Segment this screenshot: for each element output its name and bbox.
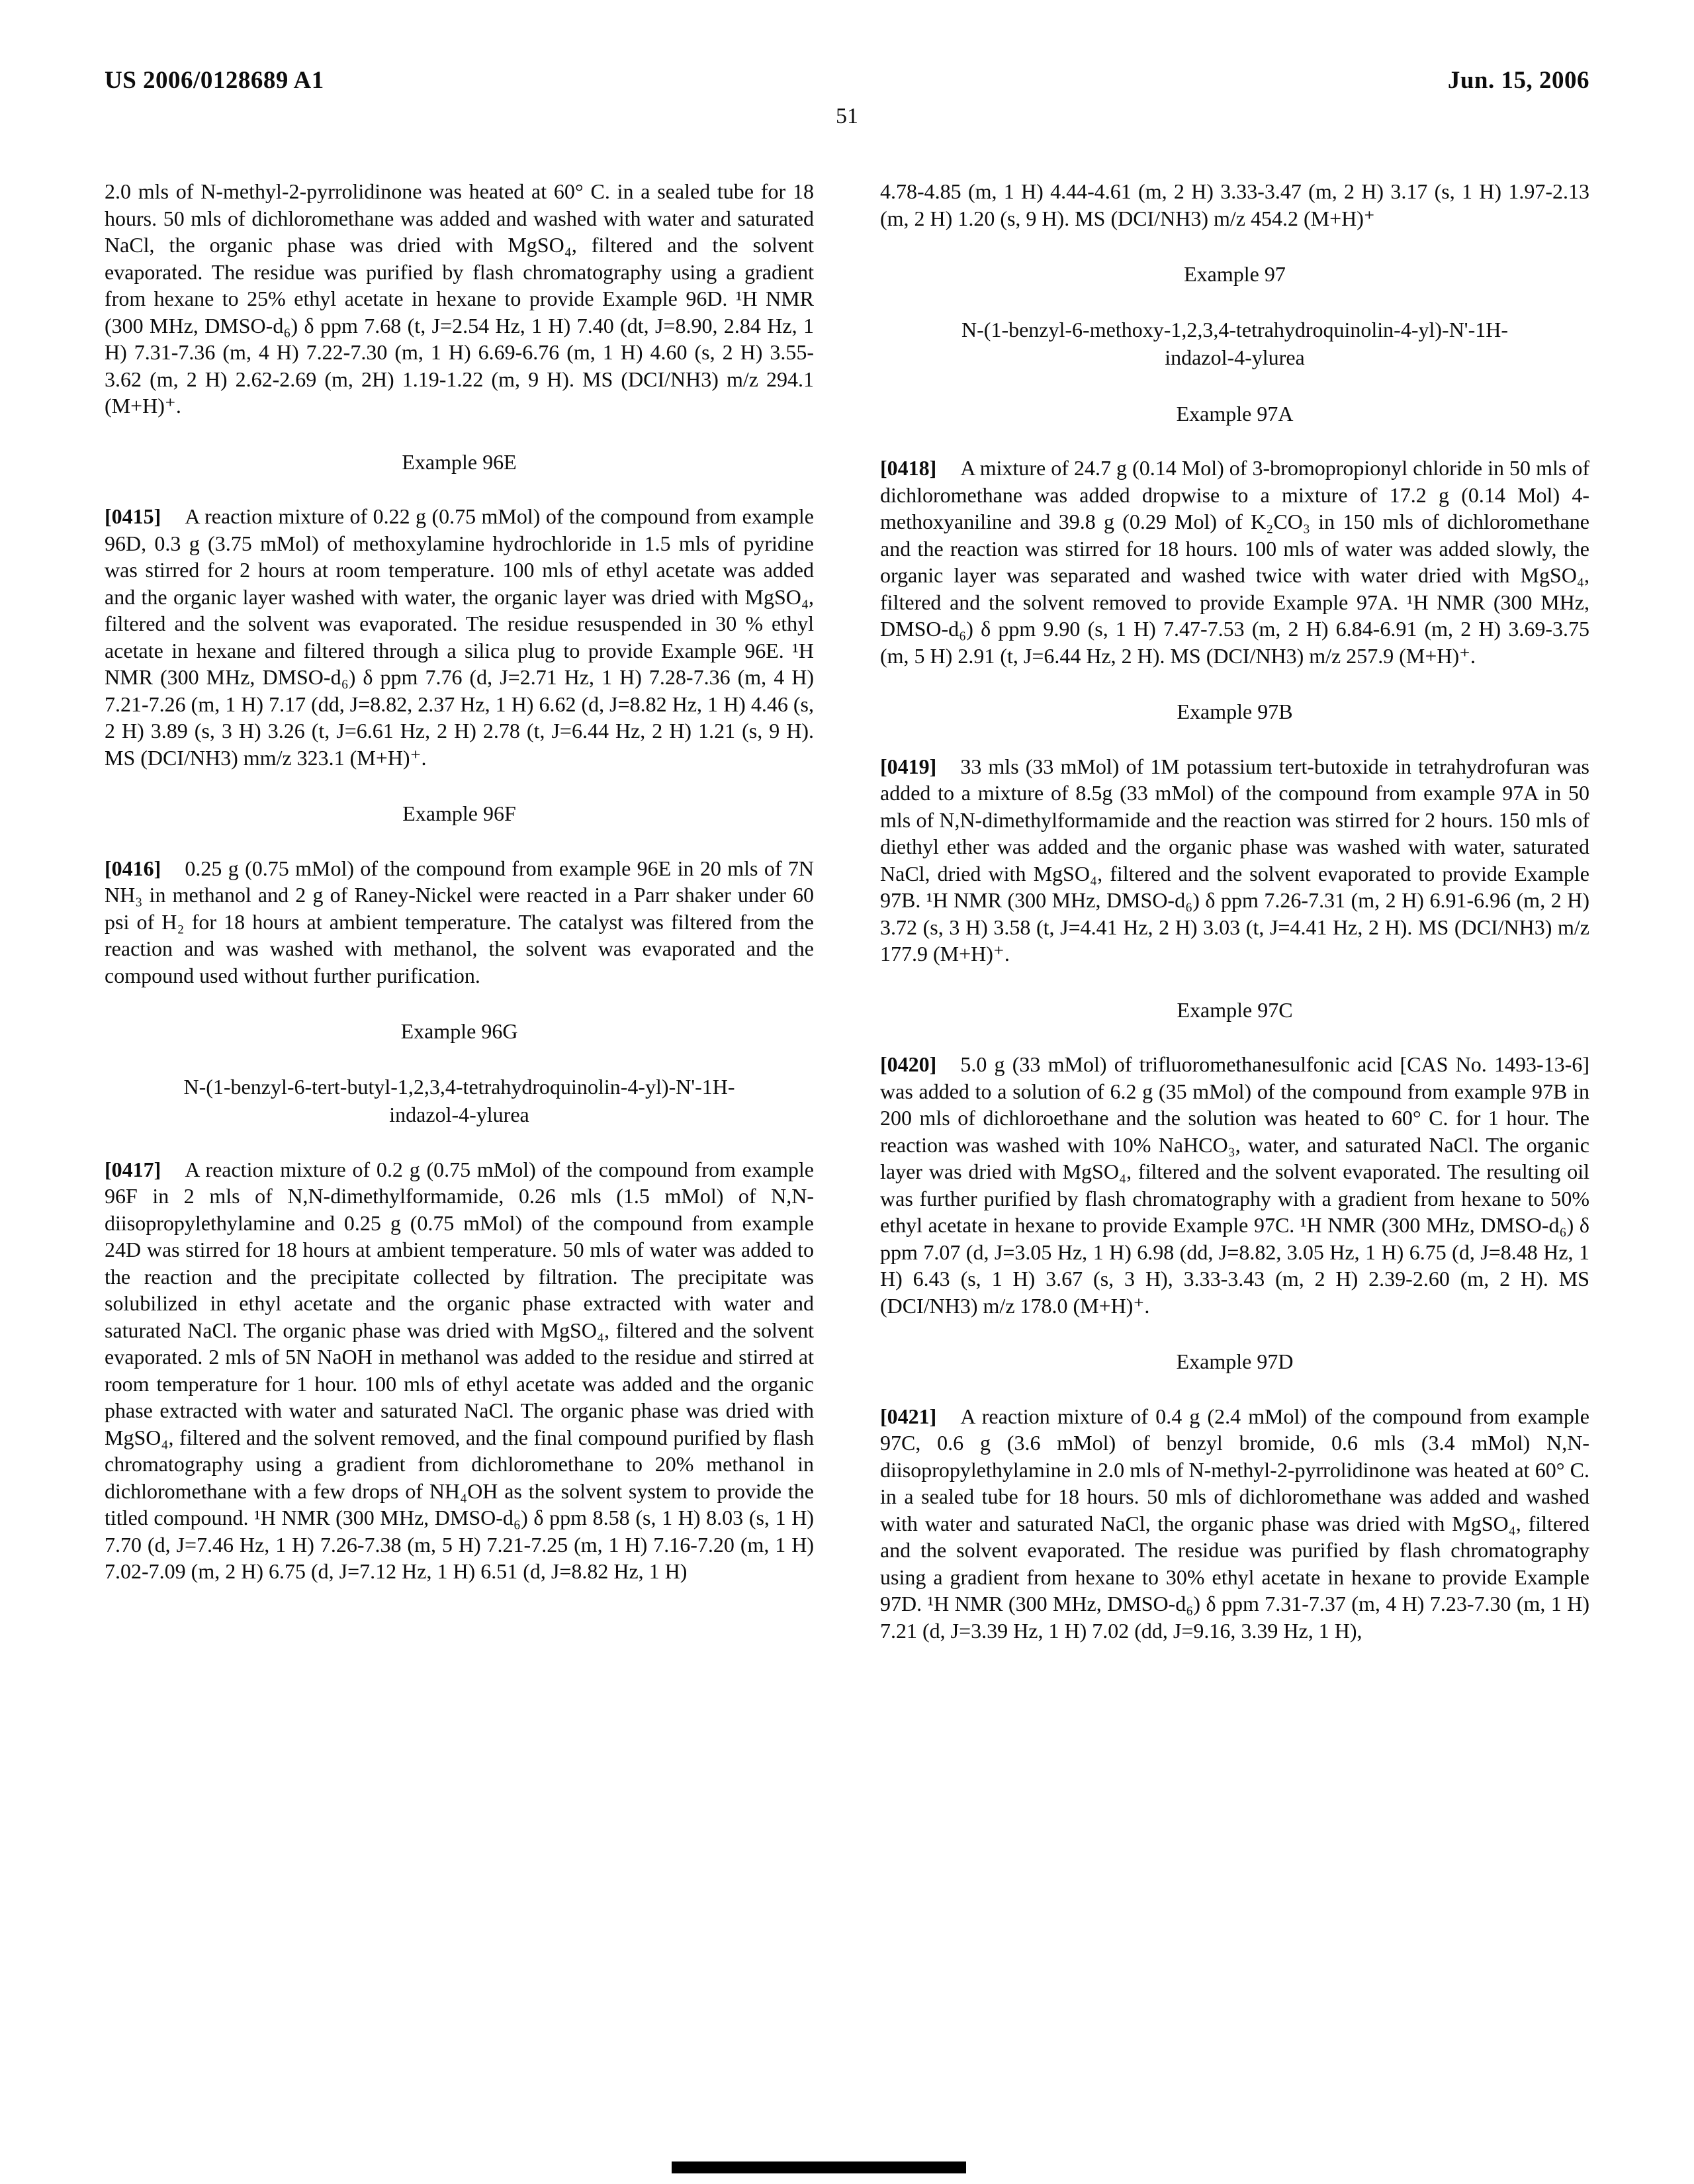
paragraph-text: 4.78-4.85 (m, 1 H) 4.44-4.61 (m, 2 H) 3.33-3.47 (m, 2 H) 3.17 (s, 1 H) 1.97-2.13 (m, 2 H) 1.20 (s, 9 H). MS (DCI/NH3) m/z 454.2 (M+H)⁺ [880, 179, 1589, 230]
compound-name: N-(1-benzyl-6-tert-butyl-1,2,3,4-tetrahydroquinolin-4-yl)-N'-1H-indazol-4-ylurea [183, 1074, 735, 1126]
paragraph-text: A reaction mixture of 0.4 g (2.4 mMol) of the compound from example 97C, 0.6 g (3.6 mMol) of benzyl bromide, 0.6 mls (3.4 mMol) N,N-diisopropylethylamine in 2.0 mls of N-methyl-2-pyrrolidinone was heated at 60° C. in a sealed tube for 18 hours. 50 mls of dichloromethane was added and washed with water and saturated NaCl, the organic phase was dried with MgSO₄, filtered and the solvent evaporated. The residue was purified by flash chromatography using a gradient from hexane to 30% ethyl acetate in hexane to provide Example 97D. ¹H NMR (300 MHz, DMSO-d₆) δ ppm 7.31-7.37 (m, 4 H) 7.23-7.30 (m, 1 H) 7.21 (d, J=3.39 Hz, 1 H) 7.02 (dd, J=9.16, 3.39 Hz, 1 H), [880, 1404, 1589, 1643]
paragraph-number: [0420] [880, 1052, 937, 1076]
numbered-paragraph-0419 [880, 753, 1589, 968]
example-heading-96f: Example 96F [402, 801, 516, 825]
paragraph-text: 2.0 mls of N-methyl-2-pyrrolidinone was heated at 60° C. in a sealed tube for 18 hours. 50 mls of dichloromethane was added and washed with water and saturated NaCl, the organic phase was dried with MgSO₄, filtered and the solvent evaporated. The residue was purified by flash chromatography using a gradient from hexane to 25% ethyl acetate in hexane to provide Example 96D. ¹H NMR (300 MHz, DMSO-d₆) δ ppm 7.68 (t, J=2.54 Hz, 1 H) 7.40 (dt, J=8.90, 2.84 Hz, 1 H) 7.31-7.36 (m, 4 H) 7.22-7.30 (m, 1 H) 6.69-6.76 (m, 1 H) 4.60 (s, 2 H) 3.55-3.62 (m, 2 H) 2.62-2.69 (m, 2H) 1.19-1.22 (m, 9 H). MS (DCI/NH3) m/z 294.1 (M+H)⁺. [105, 179, 814, 418]
paragraph-text: 0.25 g (0.75 mMol) of the compound from example 96E in 20 mls of 7N NH₃ in methanol and 2 g of Raney-Nickel were reacted in a Parr shaker under 60 psi of H₂ for 18 hours at ambient temperature. The catalyst was filtered from the reaction and was washed with methanol, the solvent was evaporated and the compound used without further purification. [105, 856, 814, 987]
paragraph-number: [0417] [105, 1157, 161, 1181]
example-heading-97c: Example 97C [1177, 997, 1293, 1022]
page-header [0, 0, 1694, 95]
paragraph-number: [0421] [880, 1404, 937, 1428]
paragraph-number: [0418] [880, 456, 937, 480]
numbered-paragraph-0418 [880, 455, 1589, 669]
page-number: 51 [836, 104, 858, 128]
paragraph-text: A reaction mixture of 0.2 g (0.75 mMol) of the compound from example 96F in 2 mls of N,N-dimethylformamide, 0.26 mls (1.5 mMol) of N,N-diisopropylethylamine and 0.25 g (0.75 mMol) of the compound from example 24D was stirred for 18 hours at ambient temperature. 50 mls of water was added to the reaction and the precipitate collected by filtration. The precipitate was solubilized in ethyl acetate and the organic phase extracted with water and saturated NaCl. The organic phase was dried with MgSO₄, filtered and the solvent evaporated. 2 mls of 5N NaOH in methanol was added to the residue and stirred at room temperature for 1 hour. 100 mls of ethyl acetate was added and the organic phase extracted with water and saturated NaCl. The organic phase was dried with MgSO₄, filtered and the solvent removed, and the final compound purified by flash chromatography using a gradient from dichloromethane to 20% methanol in dichloromethane with a few drops of NH₄OH as the solvent system to provide the titled compound. ¹H NMR (300 MHz, DMSO-d₆) δ ppm 8.58 (s, 1 H) 8.03 (s, 1 H) 7.70 (d, J=7.46 Hz, 1 H) 7.26-7.38 (m, 5 H) 7.21-7.25 (m, 1 H) 7.16-7.20 (m, 1 H) 7.02-7.09 (m, 2 H) 6.75 (d, J=7.12 Hz, 1 H) 6.51 (d, J=8.82 Hz, 1 H) [105, 1157, 814, 1583]
example-heading-96e: Example 96E [402, 449, 517, 474]
continuation-paragraph [880, 178, 1589, 232]
paragraph-text: 5.0 g (33 mMol) of trifluoromethanesulfonic acid [CAS No. 1493-13-6] was added to a solution of 6.2 g (35 mMol) of the compound from example 97B in 200 mls of dichloroethane and the solution was heated to 60° C. for 1 hour. The reaction was washed with 10% NaHCO₃, water, and saturated NaCl. The organic layer was dried with MgSO₄, filtered and the solvent evaporated. The resulting oil was further purified by flash chromatography with a gradient from hexane to 50% ethyl acetate in hexane to provide Example 97C. ¹H NMR (300 MHz, DMSO-d₆) δ ppm 7.07 (d, J=3.05 Hz, 1 H) 6.98 (dd, J=8.82, 3.05 Hz, 1 H) 6.75 (d, J=8.48 Hz, 1 H) 6.43 (s, 1 H) 3.67 (s, 3 H), 3.33-3.43 (m, 2 H) 2.39-2.60 (m, 2 H). MS (DCI/NH3) m/z 178.0 (M+H)⁺. [880, 1052, 1589, 1318]
paragraph-number: [0419] [880, 754, 937, 778]
example-heading-96g: Example 96G [400, 1019, 518, 1043]
two-column-body [0, 129, 1694, 1644]
publication-date: Jun. 15, 2006 [1447, 67, 1589, 94]
example-heading-97a: Example 97A [1176, 401, 1294, 426]
numbered-paragraph-0417 [105, 1156, 814, 1585]
numbered-paragraph-0420 [880, 1051, 1589, 1319]
patent-number: US 2006/0128689 A1 [105, 67, 324, 94]
right-column [880, 178, 1589, 1644]
numbered-paragraph-0416 [105, 855, 814, 989]
paragraph-number: [0415] [105, 504, 161, 528]
compound-name: N-(1-benzyl-6-methoxy-1,2,3,4-tetrahydroquinolin-4-yl)-N'-1H-indazol-4-ylurea [961, 317, 1508, 369]
continuation-paragraph [105, 178, 814, 420]
paragraph-text: 33 mls (33 mMol) of 1M potassium tert-butoxide in tetrahydrofuran was added to a mixture of 8.5g (33 mMol) of the compound from example 97A in 50 mls of N,N-dimethylformamide and the reaction was stirred for 2 hours. 150 mls of diethyl ether was added and the organic phase was washed with water, saturated NaCl, dried with MgSO₄, filtered and the solvent evaporated to provide Example 97B. ¹H NMR (300 MHz, DMSO-d₆) δ ppm 7.26-7.31 (m, 2 H) 6.91-6.96 (m, 2 H) 3.72 (s, 3 H) 3.58 (t, J=4.41 Hz, 2 H) 3.03 (t, J=4.41 Hz, 2 H). MS (DCI/NH3) m/z 177.9 (M+H)⁺. [880, 754, 1589, 966]
left-column [105, 178, 814, 1644]
scan-artifact-bar [672, 2161, 966, 2173]
example-heading-97b: Example 97B [1177, 700, 1293, 723]
numbered-paragraph-0421 [880, 1403, 1589, 1645]
paragraph-text: A reaction mixture of 0.22 g (0.75 mMol) of the compound from example 96D, 0.3 g (3.75 mMol) of methoxylamine hydrochloride in 1.5 mls of pyridine was stirred for 2 hours at room temperature. 100 mls of ethyl acetate was added and the organic layer washed with water, the organic layer was dried with MgSO₄, filtered and the solvent was evaporated. The residue resuspended in 30 % ethyl acetate in hexane and filtered through a silica plug to provide Example 96E. ¹H NMR (300 MHz, DMSO-d₆) δ ppm 7.76 (d, J=2.71 Hz, 1 H) 7.28-7.36 (m, 4 H) 7.21-7.26 (m, 1 H) 7.17 (dd, J=8.82, 2.37 Hz, 1 H) 6.62 (d, J=8.82 Hz, 1 H) 4.46 (s, 2 H) 3.89 (s, 3 H) 3.26 (t, J=6.61 Hz, 2 H) 2.78 (t, J=6.44 Hz, 2 H) 1.21 (s, 9 H). MS (DCI/NH3) mm/z 323.1 (M+H)⁺. [105, 504, 814, 770]
numbered-paragraph-0415 [105, 503, 814, 771]
paragraph-text: A mixture of 24.7 g (0.14 Mol) of 3-bromopropionyl chloride in 50 mls of dichloromethane was added dropwise to a mixture of 17.2 g (0.14 Mol) 4-methoxyaniline and 39.8 g (0.29 Mol) of K₂CO₃ in 150 mls of dichloromethane and the reaction was stirred for 18 hours. 100 mls of water was added slowly, the organic layer was separated and washed twice with water dried with MgSO₄, filtered and the solvent removed to provide Example 97A. ¹H NMR (300 MHz, DMSO-d₆) δ ppm 9.90 (s, 1 H) 7.47-7.53 (m, 2 H) 6.84-6.91 (m, 2 H) 3.69-3.75 (m, 5 H) 2.91 (t, J=6.44 Hz, 2 H). MS (DCI/NH3) m/z 257.9 (M+H)⁺. [880, 456, 1589, 668]
example-heading-97d: Example 97D [1176, 1349, 1294, 1373]
paragraph-number: [0416] [105, 856, 161, 880]
example-heading-97: Example 97 [1184, 262, 1286, 286]
